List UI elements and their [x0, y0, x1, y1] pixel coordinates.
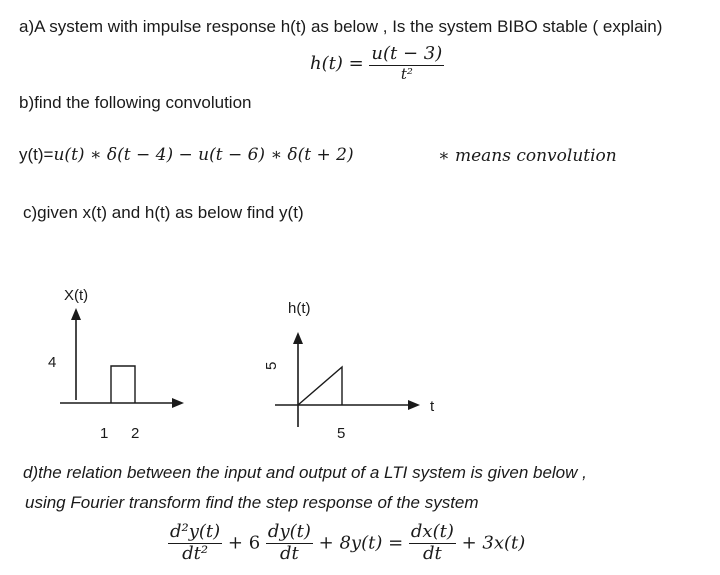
question-d-line1: d)the relation between the input and output of a LTI system is given below , — [23, 463, 587, 482]
x-axis-arrowhead-right — [172, 398, 184, 408]
equation-prefix: y(t)= — [19, 145, 54, 164]
question-c-text: c)given x(t) and h(t) as below find y(t) — [23, 203, 304, 222]
equation-body: u(t) ∗ δ(t − 4) − u(t − 6) ∗ δ(t + 2) — [53, 145, 354, 165]
question-a-text: a)A system with impulse response h(t) as below , Is the system BIBO stable ( explain) — [19, 17, 663, 36]
term1-numerator: d²y(t) — [170, 521, 221, 542]
fraction-numerator: u(t − 3) — [371, 43, 443, 64]
term3-numerator: dx(t) — [410, 521, 454, 542]
impulse-response-equation — [310, 44, 444, 83]
h-axis-arrowhead-up — [293, 332, 303, 344]
operator-plus-3x: + 3x(t) — [461, 532, 526, 554]
term1-denominator: dt² — [182, 542, 209, 564]
first-derivative-term — [266, 522, 313, 564]
signals-figure — [0, 270, 720, 450]
differential-equation — [168, 522, 525, 564]
term3-denominator: dt — [422, 542, 442, 564]
h-ramp — [298, 367, 342, 405]
term2-denominator: dt — [280, 542, 299, 564]
fraction-denominator: t² — [400, 64, 413, 83]
x-tick-2: 2 — [131, 425, 140, 442]
h-graph-label: h(t) — [288, 300, 311, 317]
x-pulse — [111, 366, 135, 403]
operator-plus-6: + 6 — [227, 532, 261, 554]
question-b-text: b)find the following convolution — [19, 93, 252, 112]
x-graph-label: X(t) — [64, 287, 89, 304]
h-amplitude-label: 5 — [263, 361, 280, 370]
h-graph — [263, 300, 435, 442]
equation-fraction — [369, 44, 444, 83]
h-axis-t-label: t — [430, 398, 435, 415]
convolution-equation — [19, 145, 354, 165]
second-derivative-term — [168, 522, 222, 564]
term2-numerator: dy(t) — [267, 521, 311, 542]
x-graph — [48, 287, 184, 442]
question-d-line2: using Fourier transform find the step response of the system — [25, 493, 479, 512]
x-axis-arrowhead-up — [71, 308, 81, 320]
x-tick-1: 1 — [100, 425, 109, 442]
operator-plus-8y: + 8y(t) = — [318, 532, 404, 554]
input-derivative-term — [409, 522, 456, 564]
convolution-note: ∗ means convolution — [438, 146, 617, 166]
equation-lhs: h(t) = — [310, 52, 364, 74]
h-tick-5: 5 — [337, 425, 346, 442]
x-amplitude-label: 4 — [48, 354, 57, 371]
h-axis-arrowhead-right — [408, 400, 420, 410]
